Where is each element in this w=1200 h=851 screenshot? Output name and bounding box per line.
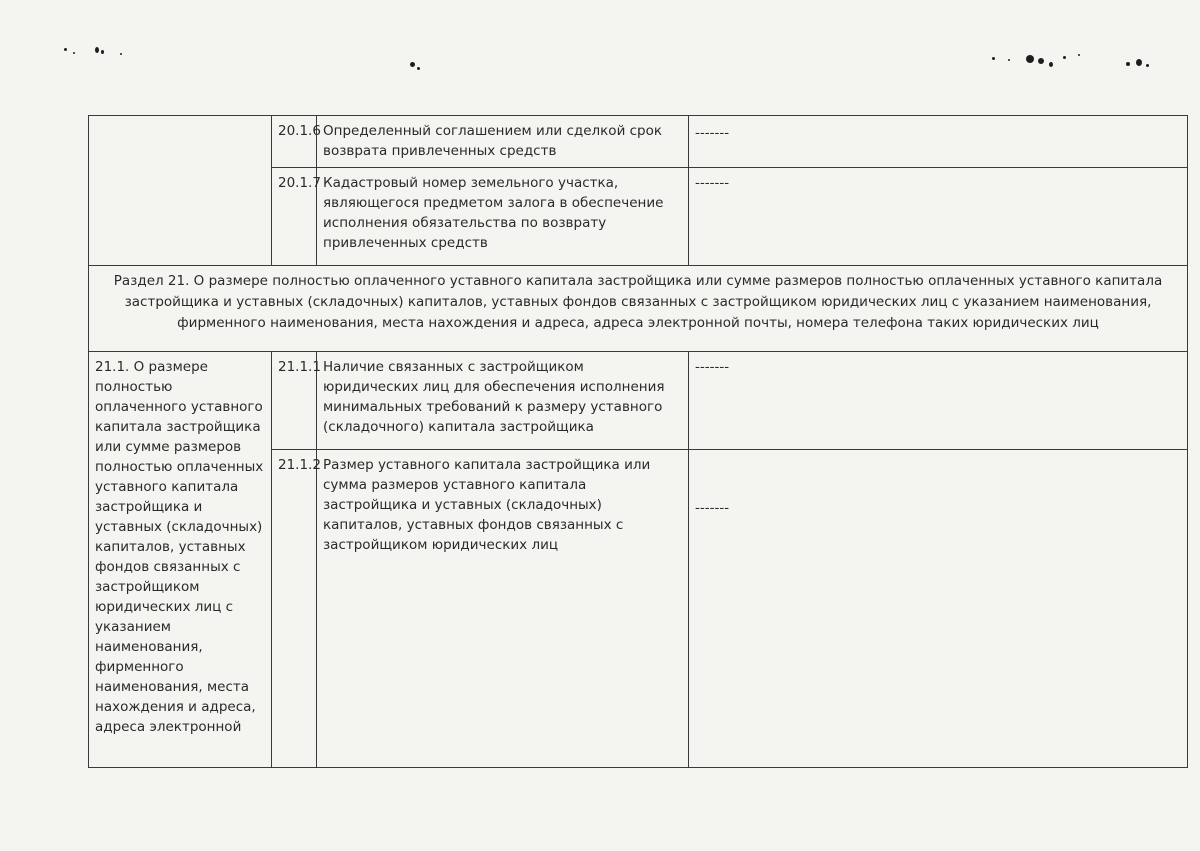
table-row [89, 352, 1188, 450]
scan-speck [1136, 59, 1142, 66]
item-number: 20.1.6 [272, 116, 317, 168]
disclosure-table [88, 115, 1188, 768]
group-label-21-1: 21.1. О размере полностью оплаченного уставного капитала застройщика или сумме размеров полностью оплаченных уставного капитала застройщика и уставных (складочных) капиталов, уставных фондов связанных с застройщиком юридических лиц с указанием наименования, фирменного наименования, места нахождения и адреса, адреса электронной [89, 352, 272, 768]
scan-speck [64, 48, 67, 51]
section-21-title: Раздел 21. О размере полностью оплаченного уставного капитала застройщика или сумме размеров полностью оплаченных уставного капитала застройщика и уставных (складочных) капиталов, уставных фондов связанных с застройщиком юридических лиц с указанием наименования, фирменного наименования, места нахождения и адреса, адреса электронной почты, номера телефона таких юридических лиц [89, 266, 1188, 352]
scan-speck [1126, 62, 1130, 66]
scan-speck [1026, 55, 1034, 63]
item-number: 20.1.7 [272, 168, 317, 266]
scan-speck [1038, 58, 1044, 64]
scan-speck [101, 50, 104, 54]
item-number: 21.1.2 [272, 450, 317, 768]
scan-speck [1146, 64, 1149, 67]
item-description: Кадастровый номер земельного участка, являющегося предметом залога в обеспечение исполнения обязательства по возврату привлеченных средств [317, 168, 689, 266]
item-description: Наличие связанных с застройщиком юридических лиц для обеспечения исполнения минимальных требований к размеру уставного (складочного) капитала застройщика [317, 352, 689, 450]
left-group-cell-empty [89, 116, 272, 266]
item-description: Определенный соглашением или сделкой срок возврата привлеченных средств [317, 116, 689, 168]
item-value: ------- [689, 116, 1188, 168]
scan-speck [992, 57, 995, 60]
scan-speck [1078, 54, 1080, 56]
scan-speck [1049, 62, 1053, 67]
table-row [89, 116, 1188, 168]
scan-speck [120, 53, 122, 55]
section-header-row [89, 266, 1188, 352]
scan-speck [95, 47, 99, 53]
scan-speck [73, 52, 75, 54]
item-value: ------- [689, 450, 1188, 768]
item-number: 21.1.1 [272, 352, 317, 450]
scan-speck [1008, 59, 1010, 61]
item-value: ------- [689, 168, 1188, 266]
item-value: ------- [689, 352, 1188, 450]
item-description: Размер уставного капитала застройщика или сумма размеров уставного капитала застройщика и уставных (складочных) капиталов, уставных фондов связанных с застройщиком юридических лиц [317, 450, 689, 768]
scan-speck [1063, 56, 1066, 59]
scan-speck [410, 62, 415, 67]
scan-speck [417, 67, 420, 70]
